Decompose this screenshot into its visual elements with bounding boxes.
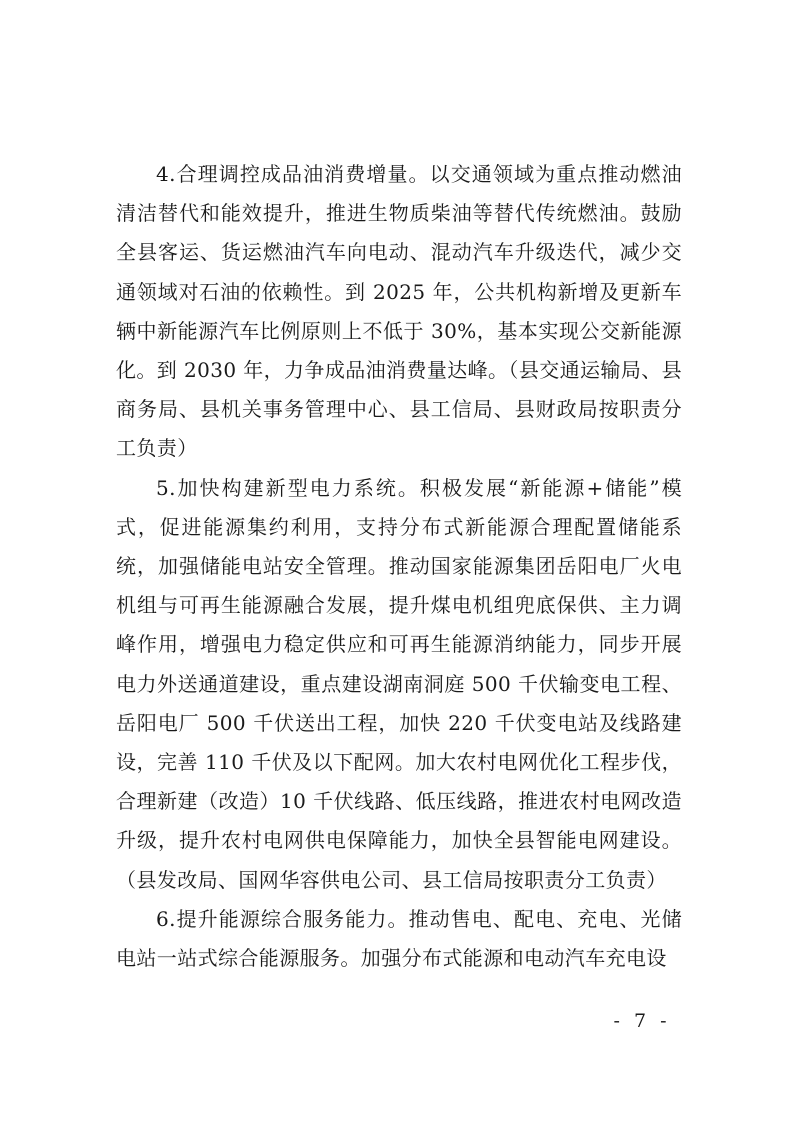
paragraph-item-5: 5.加快构建新型电力系统。积极发展“新能源+储能”模式，促进能源集约利用，支持分布式新能源合理配置储能系统，加强储能电站安全管理。推动国家能源集团岳阳电厂火电机组与可再生能源融合发展，提升煤电机组兜底保供、主力调峰作用，增强电力稳定供应和可再生能源消纳能力，同步开展电力外送通道建设，重点建设湖南洞庭 500 千伏输变电工程、岳阳电厂 500 千伏送出工程，加快 220 千伏变电站及线路建设，完善 110 千伏及以下配网。加大农村电网优化工程步伐，合理新建（改造）10 千伏线路、低压线路，推进农村电网改造升级，提升农村电网供电保障能力，加快全县智能电网建设。（县发改局、国网华容供电公司、县工信局按职责分工负责） (116, 475, 682, 892)
paragraph-item-6: 6.提升能源综合服务能力。推动售电、配电、充电、光储电站一站式综合能源服务。加强分布式能源和电动汽车充电设 (116, 906, 682, 971)
paragraph-item-4: 4.合理调控成品油消费增量。以交通领域为重点推动燃油清洁替代和能效提升，推进生物质柴油等替代传统燃油。鼓励全县客运、货运燃油汽车向电动、混动汽车升级迭代，减少交通领域对石油的依赖性。到 2025 年，公共机构新增及更新车辆中新能源汽车比例原则上不低于 30%，基本实现公交新能源化。到 2030 年，力争成品油消费量达峰。（县交通运输局、县商务局、县机关事务管理中心、县工信局、县财政局按职责分工负责） (116, 162, 683, 461)
page-number: - 7 - (613, 1010, 671, 1032)
document-body (116, 155, 682, 978)
